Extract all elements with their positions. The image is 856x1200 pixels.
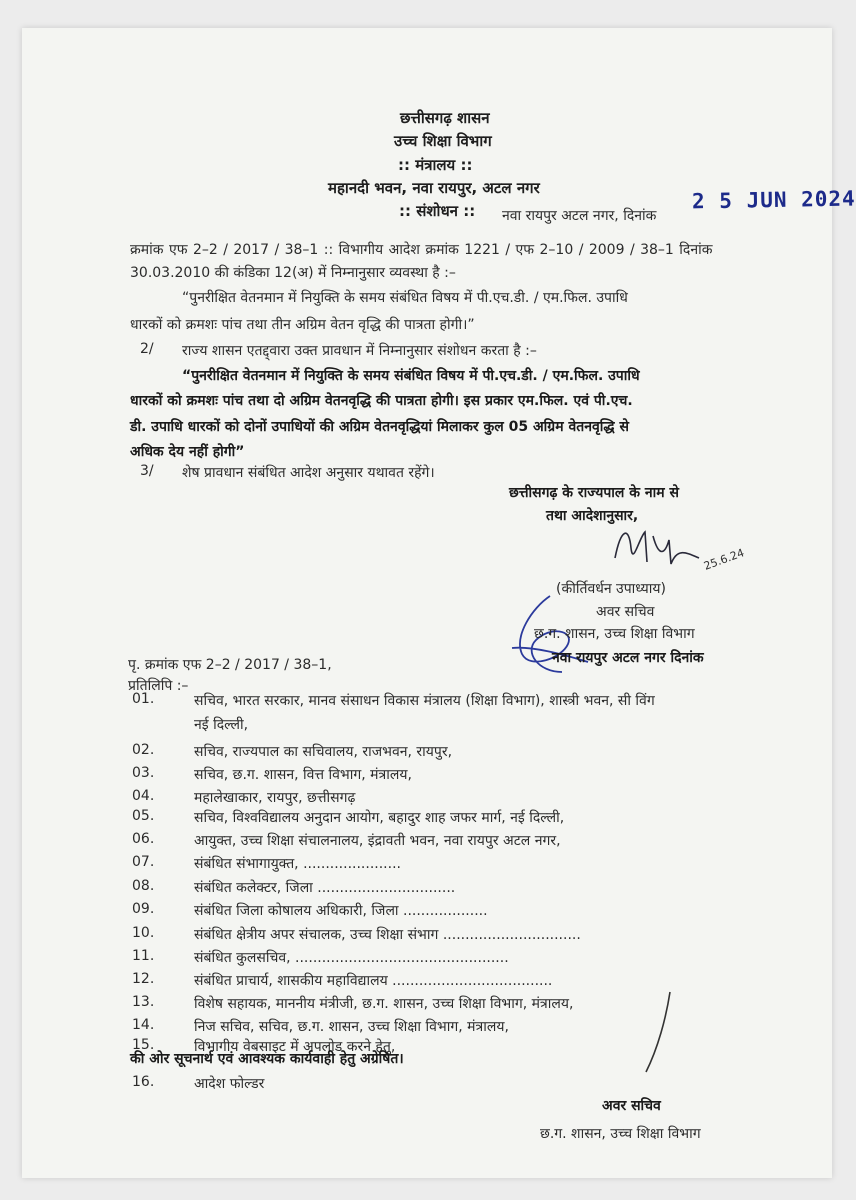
list-item-number: 02. <box>132 742 155 758</box>
amended-provision-line3: डी. उपाधि धारकों को दोनों उपाधियों की अग्रिम वेतनवृद्धियां मिलाकर कुल 05 अग्रिम वेतनवृद्धि से <box>130 419 629 435</box>
list-item-number: 12. <box>132 971 155 987</box>
ministry-heading: :: मंत्रालय :: <box>398 156 473 174</box>
list-item-number: 13. <box>132 994 155 1010</box>
list-item-text: निज सचिव, सचिव, छ.ग. शासन, उच्च शिक्षा विभाग, मंत्रालय, <box>194 1019 509 1035</box>
list-item-number: 05. <box>132 808 155 824</box>
amended-provision-line4: अधिक देय नहीं होगी” <box>130 444 245 460</box>
list-item-text: नई दिल्ली, <box>194 717 249 733</box>
list-item-text: महालेखाकार, रायपुर, छत्तीसगढ़ <box>194 790 356 806</box>
footer-department: छ.ग. शासन, उच्च शिक्षा विभाग <box>540 1126 701 1142</box>
item16-text: आदेश फोल्डर <box>194 1076 265 1092</box>
list-item-text: संबंधित जिला कोषालय अधिकारी, जिला ................... <box>194 903 488 919</box>
forwarding-note: की ओर सूचनार्थ एवं आवश्यक कार्यवाही हेतु अग्रेषित। <box>130 1051 404 1067</box>
list-item-text: संबंधित कुलसचिव, ................................................ <box>194 950 509 966</box>
signature-date: 25.6.24 <box>702 546 746 573</box>
list-item-number: 10. <box>132 925 155 941</box>
list-item-number: 15. <box>132 1037 155 1053</box>
by-order-of-governor: छत्तीसगढ़ के राज्यपाल के नाम से <box>509 485 679 501</box>
list-item-text: सचिव, राज्यपाल का सचिवालय, राजभवन, रायपुर, <box>194 744 453 760</box>
list-item-text: संबंधित कलेक्टर, जिला ............................... <box>194 880 456 896</box>
list-item-text: सचिव, छ.ग. शासन, वित्त विभाग, मंत्रालय, <box>194 767 412 783</box>
list-item-text: विशेष सहायक, माननीय मंत्रीजी, छ.ग. शासन, उच्च शिक्षा विभाग, मंत्रालय, <box>194 996 574 1012</box>
list-item-number: 03. <box>132 765 155 781</box>
list-item-text: आयुक्त, उच्च शिक्षा संचालनालय, इंद्रावती भवन, नवा रायपुर अटल नगर, <box>194 833 561 849</box>
list-item-text: संबंधित प्राचार्य, शासकीय महाविद्यालय .................................... <box>194 973 553 989</box>
list-item-text: संबंधित संभागायुक्त, ...................... <box>194 856 401 872</box>
list-item-number: 04. <box>132 788 155 804</box>
list-item-text: संबंधित क्षेत्रीय अपर संचालक, उच्च शिक्षा संभाग ............................... <box>194 927 581 943</box>
order-reference: क्रमांक एफ 2–2 / 2017 / 38–1 :: विभागीय आदेश क्रमांक 1221 / एफ 2–10 / 2009 / 38–1 दिनांक <box>130 242 713 258</box>
list-item-number: 14. <box>132 1017 155 1033</box>
signatory-department: छ.ग. शासन, उच्च शिक्षा विभाग <box>534 626 695 642</box>
date-stamp: 2 5 JUN 2024 <box>691 186 856 214</box>
department-heading: उच्च शिक्षा विभाग <box>394 132 492 150</box>
signatory-designation: अवर सचिव <box>596 604 655 620</box>
list-item-text: विभागीय वेबसाइट में अपलोड करने हेतु, <box>194 1039 396 1055</box>
footer-designation: अवर सचिव <box>602 1098 661 1114</box>
place-date-line: नवा रायपुर अटल नगर, दिनांक <box>502 208 657 224</box>
para3-text: शेष प्रावधान संबंधित आदेश अनुसार यथावत रहेंगे। <box>182 465 435 481</box>
quoted-provision-line2: धारकों को क्रमशः पांच तथा तीन अग्रिम वेतन वृद्धि की पात्रता होगी।” <box>130 317 475 333</box>
para2-text: राज्य शासन एतद्द्वारा उक्त प्रावधान में निम्नानुसार संशोधन करता है :– <box>182 343 537 359</box>
pen-stroke-initial <box>640 988 680 1078</box>
subject-heading: :: संशोधन :: <box>399 202 476 220</box>
document-page <box>22 28 856 1178</box>
by-order-text: तथा आदेशानुसार, <box>546 508 639 524</box>
quoted-provision-line1: “पुनरीक्षित वेतनमान में नियुक्ति के समय संबंधित विषय में पी.एच.डी. / एम.फिल. उपाधि <box>182 290 628 306</box>
list-item-number: 08. <box>132 878 155 894</box>
endorsement-place-date: नवा रायपुर अटल नगर दिनांक <box>552 650 704 666</box>
copy-to-label: प्रतिलिपि :– <box>128 678 189 694</box>
amended-provision-line2: धारकों को क्रमशः पांच तथा दो अग्रिम वेतनवृद्धि की पात्रता होगी। इस प्रकार एम.फिल. एवं पी.एच. <box>130 393 633 409</box>
order-reference-cont: 30.03.2010 की कंडिका 12(अ) में निम्नानुसार व्यवस्था है :– <box>130 265 456 281</box>
para3-number: 3/ <box>140 463 154 479</box>
para2-number: 2/ <box>140 341 154 357</box>
list-item-number: 01. <box>132 691 155 707</box>
list-item-number: 11. <box>132 948 155 964</box>
list-item-text: सचिव, विश्वविद्यालय अनुदान आयोग, बहादुर शाह जफर मार्ग, नई दिल्ली, <box>194 810 565 826</box>
government-heading: छत्तीसगढ़ शासन <box>400 109 490 127</box>
amended-provision-line1: “पुनरीक्षित वेतनमान में नियुक्ति के समय संबंधित विषय में पी.एच.डी. / एम.फिल. उपाधि <box>182 368 640 384</box>
signatory-name: (कीर्तिवर्धन उपाध्याय) <box>556 581 666 597</box>
list-item-number: 09. <box>132 901 155 917</box>
list-item-number: 07. <box>132 854 155 870</box>
endorsement-reference: पृ. क्रमांक एफ 2–2 / 2017 / 38–1, <box>128 657 332 673</box>
list-item-text: सचिव, भारत सरकार, मानव संसाधन विकास मंत्रालय (शिक्षा विभाग), शास्त्री भवन, सी विंग <box>194 693 655 709</box>
list-item-number: 06. <box>132 831 155 847</box>
building-address: महानदी भवन, नवा रायपुर, अटल नगर <box>328 179 540 197</box>
item16-number: 16. <box>132 1074 155 1090</box>
